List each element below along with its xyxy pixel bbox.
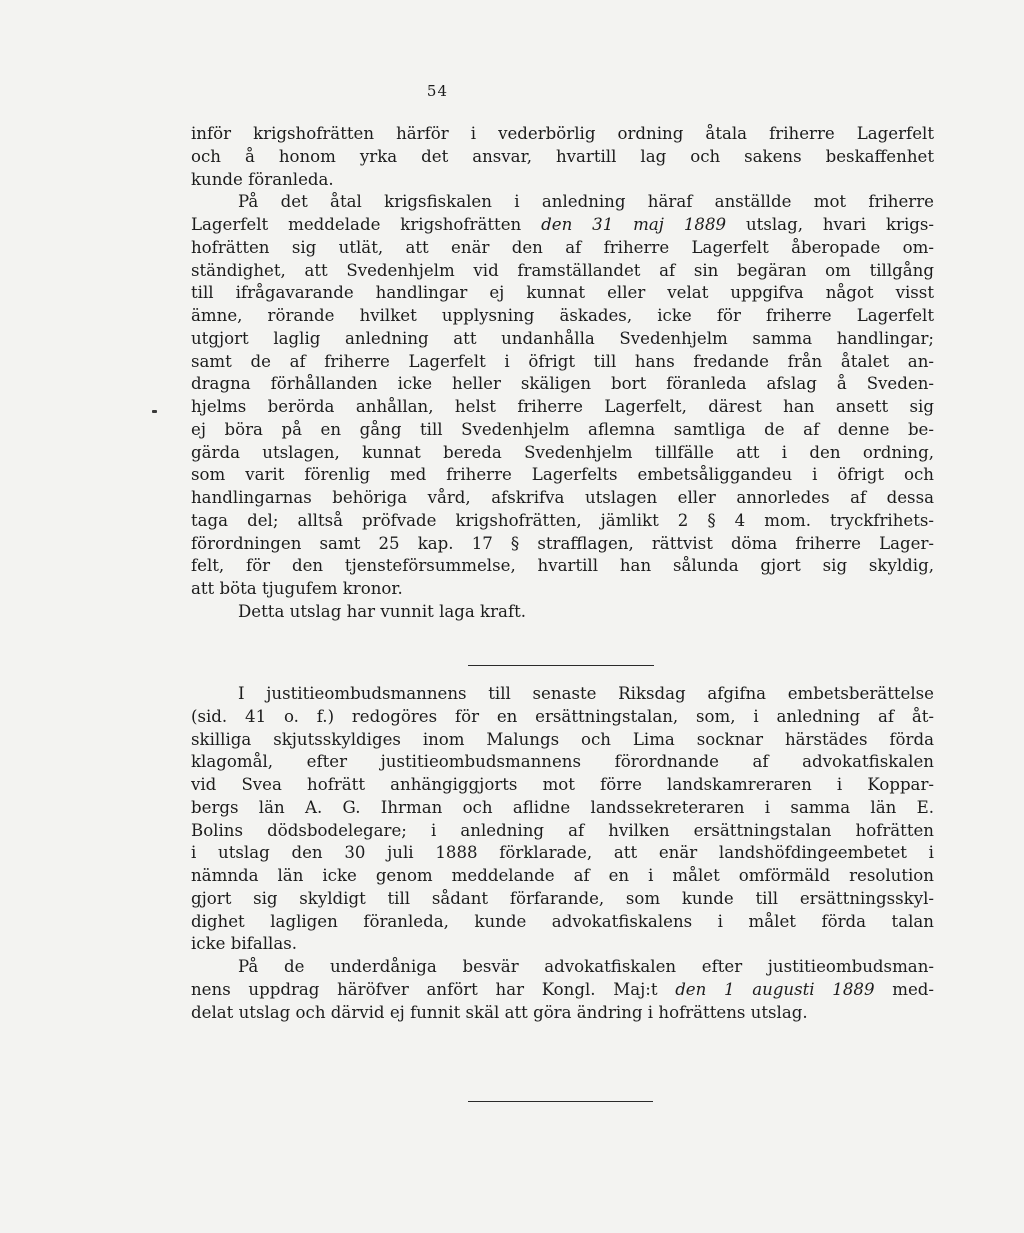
- text-line: (sid. 41 o. f.) redogöres för en ersättningstalan, som, i anledning af åt-: [191, 706, 934, 726]
- text-line: nämnda län icke genom meddelande af en i målet omförmäld resolution: [191, 866, 934, 885]
- text-line: till ifrågavarande handlingar ej kunnat eller velat uppgifva något visst: [191, 283, 934, 303]
- text-line: ständighet, att Svedenhjelm vid framställandet af sin begäran om tillgång: [191, 260, 934, 280]
- text-line: icke bifallas.: [191, 934, 298, 954]
- text-line: samt de af friherre Lagerfelt i öfrigt till hans fredande från åtalet an-: [191, 351, 934, 371]
- text-line: Lagerfelt meddelade krigshofrätten den 31 maj 1889 utslag, hvari krigs-: [191, 215, 934, 234]
- text-line: dragna förhållanden icke heller skäligen bort föranleda afslag å Sveden-: [191, 374, 934, 394]
- text-line: förordningen samt 25 kap. 17 § strafflagen, rättvist döma friherre Lager-: [191, 533, 934, 553]
- text-line: delat utslag och därvid ej funnit skäl att göra ändring i hofrättens utslag.: [191, 1002, 808, 1022]
- text-line: ej böra på en gång till Svedenhjelm aflemna samtliga de af denne be-: [191, 419, 934, 439]
- section-divider: [468, 665, 654, 666]
- text-line: inför krigshofrätten härför i vederbörlig ordning åtala friherre Lagerfelt: [191, 124, 934, 143]
- page-number: 54: [426, 82, 448, 100]
- text-line: gärda utslagen, kunnat bereda Svedenhjelm tillfälle att i den ordning,: [191, 442, 934, 462]
- text-line: I justitieombudsmannens till senaste Riksdag afgifna embetsberättelse: [238, 684, 934, 703]
- text-line: felt, för den tjensteförsummelse, hvartill han sålunda gjort sig skyldig,: [191, 556, 934, 576]
- text-line: På det åtal krigsfiskalen i anledning häraf anställde mot friherre: [238, 192, 934, 212]
- text-line: bergs län A. G. Ihrman och aflidne landssekreteraren i samma län E.: [191, 797, 934, 817]
- text-line: På de underdåniga besvär advokatfiskalen efter justitieombudsman-: [238, 957, 934, 976]
- text-line: och å honom yrka det ansvar, hvartill lag och sakens beskaffenhet: [191, 146, 934, 166]
- text-line: gjort sig skyldigt till sådant förfarande, som kunde till ersättningsskyl-: [191, 888, 934, 908]
- text-line: dighet lagligen föranleda, kunde advokatfiskalens i målet förda talan: [191, 911, 934, 931]
- section-text-krigshofratten: [191, 123, 934, 624]
- section-text-ersattningstalan: [191, 683, 934, 1024]
- text-line: nens uppdrag häröfver anfört har Kongl. Maj:t den 1 augusti 1889 med-: [191, 979, 934, 999]
- text-line: att böta tjugufem kronor.: [191, 579, 403, 598]
- text-line: vid Svea hofrätt anhängiggjorts mot förre landskamreraren i Koppar-: [191, 775, 934, 794]
- scan-artifact: [152, 410, 157, 413]
- text-line: i utslag den 30 juli 1888 förklarade, att enär landshöfdingeembetet i: [191, 843, 934, 863]
- text-line: hofrätten sig utlät, att enär den af friherre Lagerfelt åberopade om-: [191, 237, 934, 257]
- text-line: taga del; alltså pröfvade krigshofrätten, jämlikt 2 § 4 mom. tryckfrihets-: [191, 510, 934, 530]
- text-line: ämne, rörande hvilket upplysning äskades, icke för friherre Lagerfelt: [191, 306, 934, 325]
- text-line: klagomål, efter justitieombudsmannens förordnande af advokatfiskalen: [191, 752, 934, 772]
- text-line: skilliga skjutsskyldiges inom Malungs och Lima socknar härstädes förda: [191, 729, 934, 749]
- text-line: kunde föranleda.: [191, 169, 334, 189]
- text-line: hjelms berörda anhållan, helst friherre Lagerfelt, därest han ansett sig: [191, 397, 934, 416]
- text-line: handlingarnas behöriga vård, afskrifva utslagen eller annorledes af dessa: [191, 488, 934, 507]
- end-divider: [468, 1101, 653, 1102]
- text-line: Detta utslag har vunnit laga kraft.: [238, 601, 527, 621]
- text-line: som varit förenlig med friherre Lagerfelts embetsåliggandeu i öfrigt och: [191, 465, 934, 485]
- text-line: Bolins dödsbodelegare; i anledning af hvilken ersättningstalan hofrätten: [191, 820, 934, 840]
- text-line: utgjort laglig anledning att undanhålla Svedenhjelm samma handlingar;: [191, 328, 934, 348]
